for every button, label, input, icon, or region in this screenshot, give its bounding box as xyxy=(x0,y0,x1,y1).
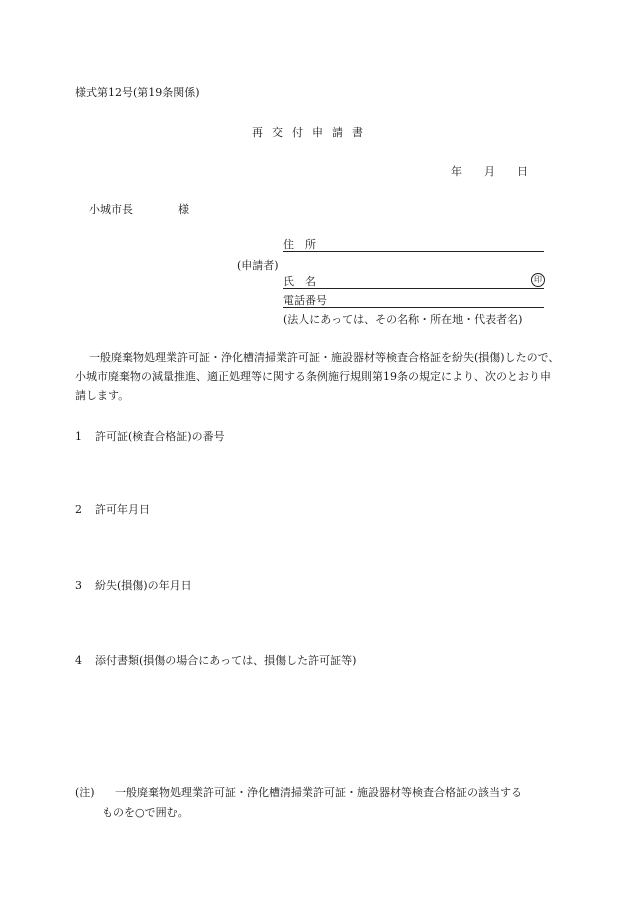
item-text: 許可証(検査合格証)の番号 xyxy=(95,430,225,443)
date-year-label: 年 xyxy=(451,165,462,178)
date-line xyxy=(451,163,528,179)
addressee xyxy=(89,201,189,217)
item-number: 1 xyxy=(75,430,82,443)
footnote-line-1: 一般廃棄物処理業許可証・浄化槽清掃業許可証・施設器材等検査合格証の該当する xyxy=(115,786,522,799)
application-statement-text: 一般廃棄物処理業許可証・浄化槽清掃業許可証・施設器材等検査合格証を紛失(損傷)したので、小城市廃棄物の減量推進、適正処理等に関する条例施行規則第19条の規定により、次のとおり申請します。 xyxy=(75,351,560,402)
name-field[interactable] xyxy=(283,273,544,289)
item-attachments xyxy=(75,652,356,668)
footnote-line-2: ものを○で囲む。 xyxy=(102,806,189,819)
address-field[interactable] xyxy=(283,236,544,252)
application-statement xyxy=(75,348,560,405)
applicant-label: (申請者) xyxy=(237,259,279,272)
item-number: 2 xyxy=(75,503,82,516)
date-month-label: 月 xyxy=(484,165,495,178)
form-number: 様式第12号(第19条関係) xyxy=(75,86,200,99)
item-loss-date xyxy=(75,577,192,593)
name-label: 氏 名 xyxy=(283,275,316,288)
phone-label: 電話番号 xyxy=(283,294,327,307)
item-text: 添付書類(損傷の場合にあっては、損傷した許可証等) xyxy=(95,654,357,667)
item-permit-number xyxy=(75,428,225,444)
date-day-label: 日 xyxy=(517,165,528,178)
corporation-note: (法人にあっては、その名称・所在地・代表者名) xyxy=(283,313,523,326)
item-number: 3 xyxy=(75,579,82,592)
footnote-tag: (注) xyxy=(75,786,95,799)
address-label: 住 所 xyxy=(283,238,316,251)
seal-mark: 印 xyxy=(531,273,545,287)
addressee-name: 小城市長 xyxy=(89,203,133,216)
item-text: 許可年月日 xyxy=(95,503,150,516)
phone-field[interactable] xyxy=(283,292,544,308)
item-text: 紛失(損傷)の年月日 xyxy=(95,579,192,592)
item-permit-date xyxy=(75,501,150,517)
addressee-honorific: 様 xyxy=(178,203,189,216)
page-title: 再交付申請書 xyxy=(252,126,372,139)
item-number: 4 xyxy=(75,654,82,667)
